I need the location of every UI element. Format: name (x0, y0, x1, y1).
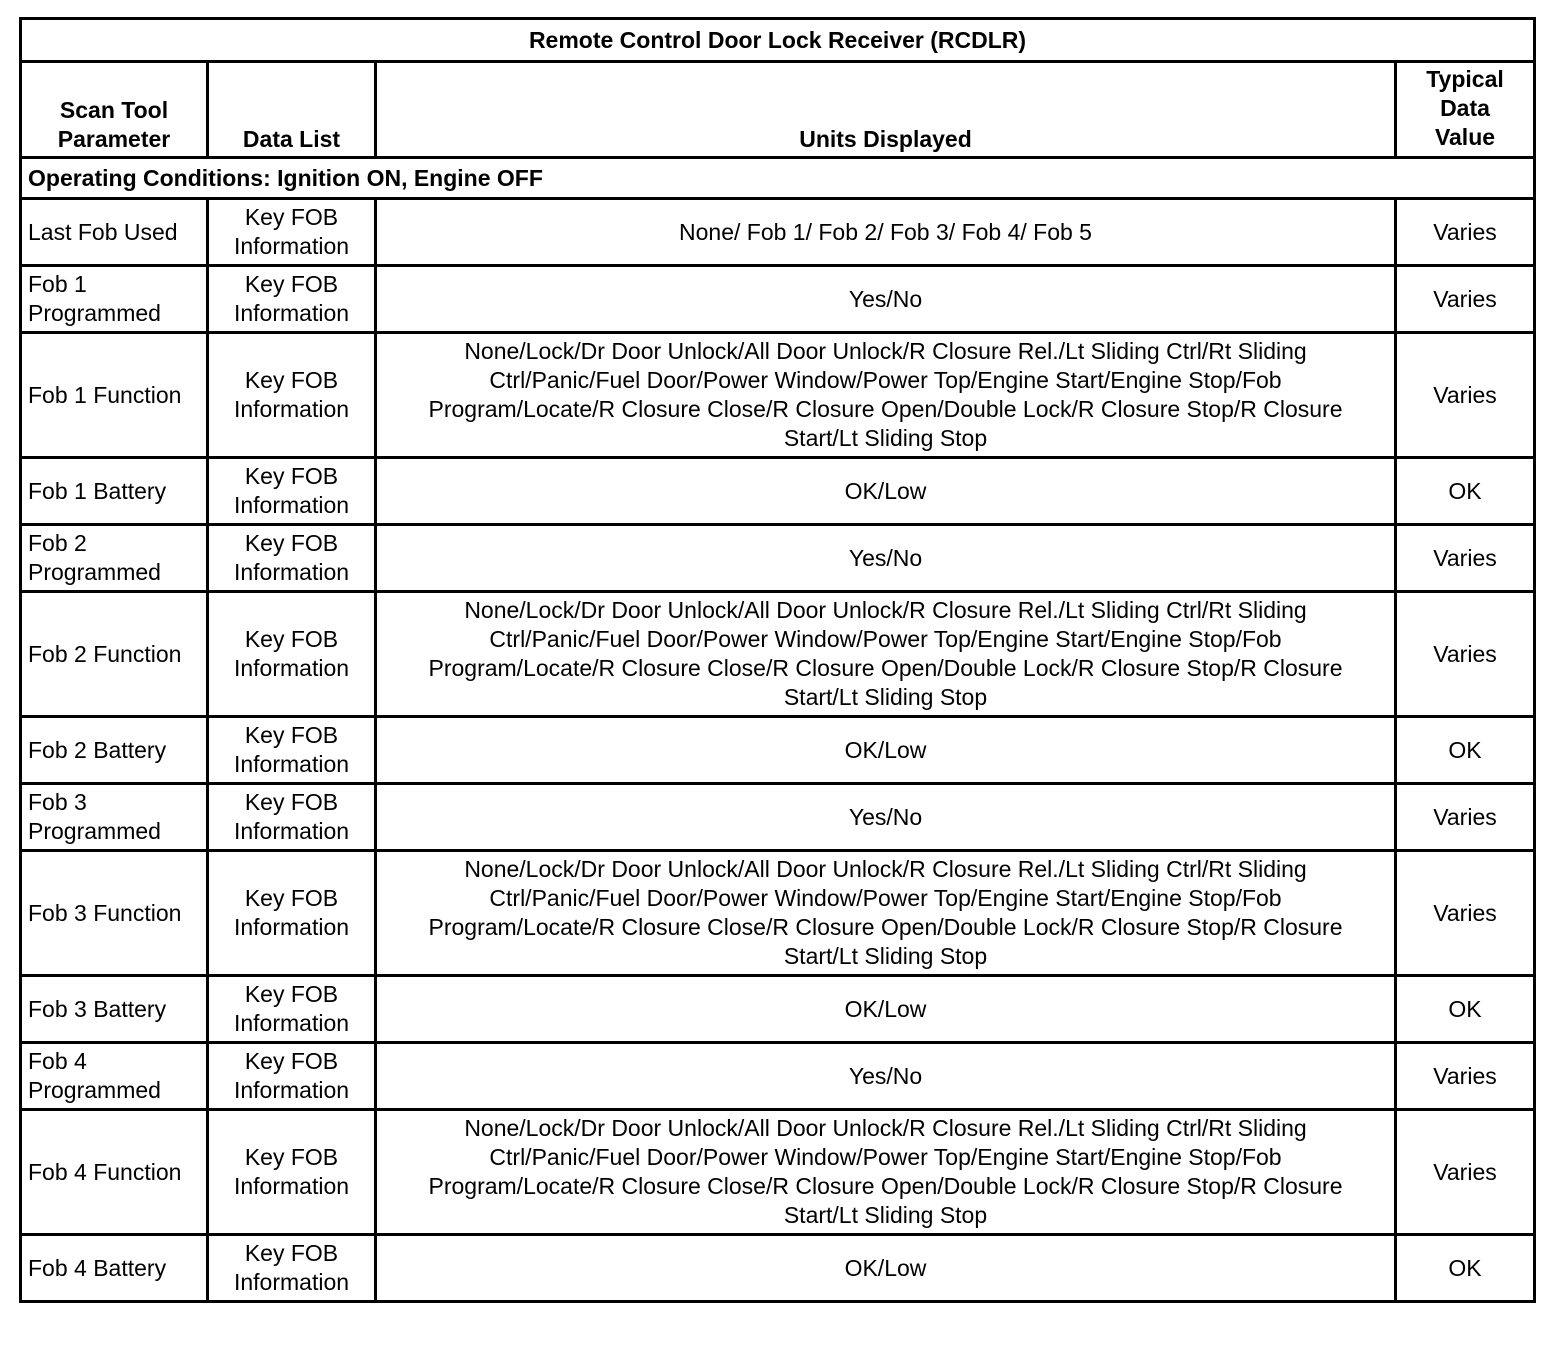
cell-typical-value: Varies (1396, 1110, 1535, 1235)
header-data-list: Data List (208, 62, 376, 158)
cell-typical-value: OK (1396, 458, 1535, 525)
cell-data-list: Key FOB Information (208, 717, 376, 784)
table-row (21, 458, 1535, 525)
cell-data-list: Key FOB Information (208, 458, 376, 525)
cell-data-list: Key FOB Information (208, 333, 376, 458)
cell-data-list: Key FOB Information (208, 1235, 376, 1302)
cell-units: OK/Low (376, 458, 1396, 525)
cell-data-list: Key FOB Information (208, 525, 376, 592)
cell-parameter: Last Fob Used (21, 199, 208, 266)
table-title: Remote Control Door Lock Receiver (RCDLR) (21, 19, 1535, 62)
table-row (21, 717, 1535, 784)
cell-typical-value: Varies (1396, 851, 1535, 976)
cell-data-list: Key FOB Information (208, 592, 376, 717)
cell-data-list: Key FOB Information (208, 266, 376, 333)
cell-typical-value: Varies (1396, 333, 1535, 458)
cell-typical-value: Varies (1396, 592, 1535, 717)
table-row (21, 784, 1535, 851)
cell-units: Yes/No (376, 1043, 1396, 1110)
cell-parameter: Fob 1 Programmed (21, 266, 208, 333)
rcdlr-data-table (19, 17, 1536, 1303)
table-row (21, 199, 1535, 266)
cell-typical-value: Varies (1396, 525, 1535, 592)
cell-parameter: Fob 3 Battery (21, 976, 208, 1043)
cell-parameter: Fob 1 Function (21, 333, 208, 458)
cell-data-list: Key FOB Information (208, 784, 376, 851)
cell-parameter: Fob 4 Battery (21, 1235, 208, 1302)
table-row (21, 266, 1535, 333)
cell-data-list: Key FOB Information (208, 199, 376, 266)
cell-parameter: Fob 3 Programmed (21, 784, 208, 851)
cell-typical-value: Varies (1396, 266, 1535, 333)
cell-parameter: Fob 2 Battery (21, 717, 208, 784)
cell-units: Yes/No (376, 525, 1396, 592)
cell-units: Yes/No (376, 784, 1396, 851)
cell-parameter: Fob 2 Function (21, 592, 208, 717)
column-header-row (21, 62, 1535, 158)
cell-units: OK/Low (376, 1235, 1396, 1302)
cell-data-list: Key FOB Information (208, 1110, 376, 1235)
header-units-displayed: Units Displayed (376, 62, 1396, 158)
table-row (21, 592, 1535, 717)
cell-parameter: Fob 3 Function (21, 851, 208, 976)
cell-data-list: Key FOB Information (208, 851, 376, 976)
table-row (21, 851, 1535, 976)
table-row (21, 1043, 1535, 1110)
cell-units: OK/Low (376, 976, 1396, 1043)
cell-typical-value: OK (1396, 1235, 1535, 1302)
cell-units: None/Lock/Dr Door Unlock/All Door Unlock/R Closure Rel./Lt Sliding Ctrl/Rt Sliding Ctrl/Panic/Fuel Door/Power Window/Power Top/Engine Start/Engine Stop/Fob Program/Locate/R Closure Close/R Closure Open/Double Lock/R Closure Stop/R Closure Start/Lt Sliding Stop (376, 1110, 1396, 1235)
table-row (21, 976, 1535, 1043)
operating-conditions-row (21, 158, 1535, 199)
cell-typical-value: OK (1396, 717, 1535, 784)
cell-units: None/Lock/Dr Door Unlock/All Door Unlock/R Closure Rel./Lt Sliding Ctrl/Rt Sliding Ctrl/Panic/Fuel Door/Power Window/Power Top/Engine Start/Engine Stop/Fob Program/Locate/R Closure Close/R Closure Open/Double Lock/R Closure Stop/R Closure Start/Lt Sliding Stop (376, 851, 1396, 976)
cell-units: None/Lock/Dr Door Unlock/All Door Unlock/R Closure Rel./Lt Sliding Ctrl/Rt Sliding Ctrl/Panic/Fuel Door/Power Window/Power Top/Engine Start/Engine Stop/Fob Program/Locate/R Closure Close/R Closure Open/Double Lock/R Closure Stop/R Closure Start/Lt Sliding Stop (376, 333, 1396, 458)
table-title-row (21, 19, 1535, 62)
cell-typical-value: Varies (1396, 1043, 1535, 1110)
cell-data-list: Key FOB Information (208, 976, 376, 1043)
table-row (21, 1235, 1535, 1302)
cell-data-list: Key FOB Information (208, 1043, 376, 1110)
cell-parameter: Fob 2 Programmed (21, 525, 208, 592)
operating-conditions: Operating Conditions: Ignition ON, Engine OFF (21, 158, 1535, 199)
header-typical-data-value: Typical Data Value (1396, 62, 1535, 158)
cell-parameter: Fob 4 Function (21, 1110, 208, 1235)
cell-units: Yes/No (376, 266, 1396, 333)
cell-parameter: Fob 4 Programmed (21, 1043, 208, 1110)
cell-units: None/Lock/Dr Door Unlock/All Door Unlock/R Closure Rel./Lt Sliding Ctrl/Rt Sliding Ctrl/Panic/Fuel Door/Power Window/Power Top/Engine Start/Engine Stop/Fob Program/Locate/R Closure Close/R Closure Open/Double Lock/R Closure Stop/R Closure Start/Lt Sliding Stop (376, 592, 1396, 717)
cell-parameter: Fob 1 Battery (21, 458, 208, 525)
cell-typical-value: OK (1396, 976, 1535, 1043)
cell-typical-value: Varies (1396, 784, 1535, 851)
table-row (21, 1110, 1535, 1235)
table-row (21, 333, 1535, 458)
cell-units: OK/Low (376, 717, 1396, 784)
cell-units: None/ Fob 1/ Fob 2/ Fob 3/ Fob 4/ Fob 5 (376, 199, 1396, 266)
table-row (21, 525, 1535, 592)
header-scan-tool-parameter: Scan Tool Parameter (21, 62, 208, 158)
cell-typical-value: Varies (1396, 199, 1535, 266)
